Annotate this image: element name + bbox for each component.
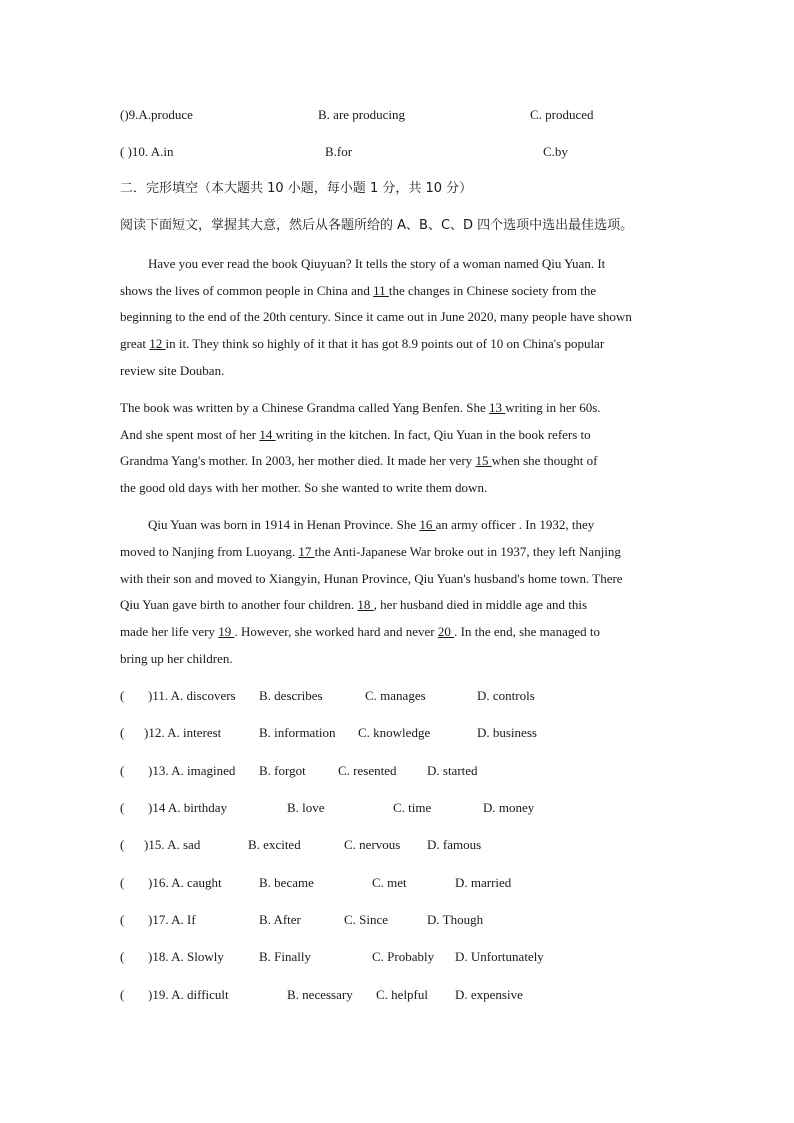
question-15-option-c: C. nervous: [344, 837, 401, 852]
section-heading: 二．完形填空（本大题共 10 小题，每小题 1 分，共 10 分）: [120, 181, 473, 196]
answer-paren: (: [120, 837, 125, 852]
question-16-option-a: )16. A. caught: [148, 875, 222, 890]
question-16-option-c: C. met: [372, 875, 407, 890]
answer-paren: (: [120, 800, 125, 815]
question-18-option-b: B. Finally: [259, 949, 312, 964]
blank-18: 18: [357, 597, 374, 612]
blank-12: 12: [149, 336, 166, 351]
answer-paren: (: [120, 987, 125, 1002]
passage-line: And she spent most of her 14 writing in the kitchen. In fact, Qiu Yuan in the book refers to: [120, 427, 591, 442]
blank-14: 14: [259, 427, 276, 442]
question-15-option-a: )15. A. sad: [144, 837, 201, 852]
question-11-option-b: B. describes: [259, 688, 323, 703]
section-instruction: 阅读下面短文，掌握其大意，然后从各题所给的 A、B、C、D 四个选项中选出最佳选项。: [120, 218, 634, 233]
answer-paren: (: [120, 875, 125, 890]
question-13-option-b: B. forgot: [259, 763, 306, 778]
question-13-option-c: C. resented: [338, 763, 397, 778]
question-9-option-c: C. produced: [530, 107, 594, 122]
question-9-stem: ()9.A.produce: [120, 107, 193, 122]
passage-line: Have you ever read the book Qiuyuan? It tells the story of a woman named Qiu Yuan. It: [148, 256, 606, 271]
question-18-option-c: C. Probably: [372, 949, 435, 964]
passage-line: The book was written by a Chinese Grandma called Yang Benfen. She 13 writing in her 60s.: [120, 400, 601, 415]
passage-line: Qiu Yuan was born in 1914 in Henan Province. She 16 an army officer . In 1932, they: [148, 517, 595, 532]
passage-line: great 12 in it. They think so highly of it that it has got 8.9 points out of 10 on China's popular: [120, 336, 605, 351]
question-10-option-c: C.by: [543, 144, 568, 159]
blank-15: 15: [475, 453, 492, 468]
question-17-option-d: D. Though: [427, 912, 484, 927]
question-10-option-b: B.for: [325, 144, 353, 159]
passage-line: bring up her children.: [120, 651, 233, 666]
question-12-option-a: )12. A. interest: [144, 725, 222, 740]
passage-line: moved to Nanjing from Luoyang. 17 the Anti-Japanese War broke out in 1937, they left Nanjing: [120, 544, 621, 559]
question-18-option-a: )18. A. Slowly: [148, 949, 224, 964]
question-15-option-d: D. famous: [427, 837, 482, 852]
question-16-option-b: B. became: [259, 875, 314, 890]
answer-paren: (: [120, 688, 125, 703]
answer-paren: (: [120, 725, 125, 740]
question-19-option-d: D. expensive: [455, 987, 523, 1002]
answer-paren: (: [120, 949, 125, 964]
passage-line: the good old days with her mother. So she wanted to write them down.: [120, 480, 488, 495]
passage-line: with their son and moved to Xiangyin, Hunan Province, Qiu Yuan's husband's home town. There: [120, 571, 623, 586]
question-13-option-d: D. started: [427, 763, 478, 778]
question-10-stem: ( )10. A.in: [120, 144, 174, 159]
question-11-option-d: D. controls: [477, 688, 535, 703]
question-14-option-a: )14 A. birthday: [148, 800, 228, 815]
question-18-option-d: D. Unfortunately: [455, 949, 544, 964]
question-14-option-c: C. time: [393, 800, 432, 815]
answer-paren: (: [120, 912, 125, 927]
question-12-option-c: C. knowledge: [358, 725, 431, 740]
question-14-option-d: D. money: [483, 800, 535, 815]
question-14-option-b: B. love: [287, 800, 325, 815]
question-15-option-b: B. excited: [248, 837, 301, 852]
blank-11: 11: [373, 283, 389, 298]
question-19-option-c: C. helpful: [376, 987, 428, 1002]
question-11-option-a: )11. A. discovers: [148, 688, 236, 703]
passage-line: Qiu Yuan gave birth to another four children. 18 , her husband died in middle age and this: [120, 597, 588, 612]
question-17-option-c: C. Since: [344, 912, 389, 927]
question-9-option-b: B. are producing: [318, 107, 406, 122]
answer-paren: (: [120, 763, 125, 778]
question-17-option-b: B. After: [259, 912, 301, 927]
question-12-option-b: B. information: [259, 725, 336, 740]
blank-20: 20: [437, 624, 455, 639]
passage-line: made her life very 19 . However, she worked hard and never 20 . In the end, she managed to: [120, 624, 600, 639]
blank-13: 13: [488, 400, 506, 415]
passage-line: shows the lives of common people in China and 11 the changes in Chinese society from the: [120, 283, 597, 298]
passage-line: Grandma Yang's mother. In 2003, her mother died. It made her very 15 when she thought of: [120, 453, 598, 468]
question-12-option-d: D. business: [477, 725, 537, 740]
passage-line: review site Douban.: [120, 363, 225, 378]
question-19-option-b: B. necessary: [287, 987, 353, 1002]
blank-19: 19: [218, 624, 235, 639]
question-19-option-a: )19. A. difficult: [148, 987, 229, 1002]
question-11-option-c: C. manages: [365, 688, 426, 703]
blank-17: 17: [298, 544, 315, 559]
blank-16: 16: [419, 517, 436, 532]
question-13-option-a: )13. A. imagined: [148, 763, 236, 778]
question-16-option-d: D. married: [455, 875, 512, 890]
passage-line: beginning to the end of the 20th century. Since it came out in June 2020, many people have shown: [120, 309, 632, 324]
question-17-option-a: )17. A. If: [148, 912, 196, 927]
